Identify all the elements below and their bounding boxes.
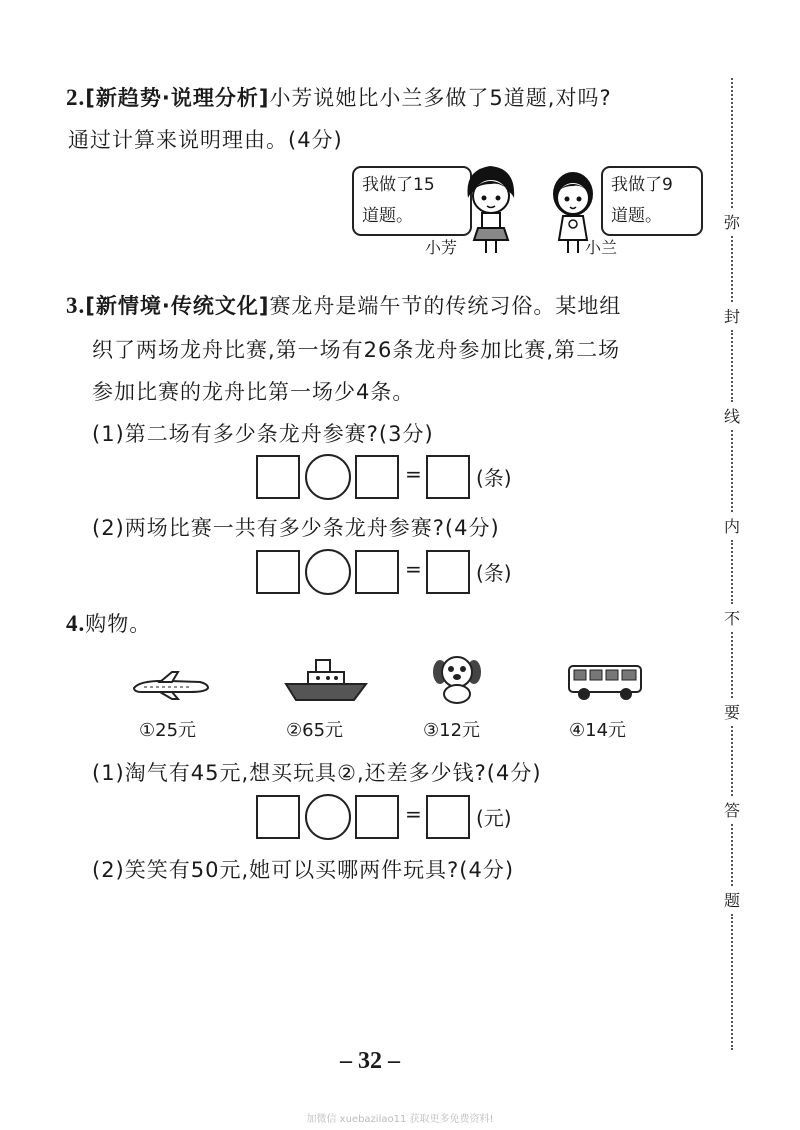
answer-box[interactable] — [256, 455, 300, 499]
speech-bubble-left: 我做了15 道题。 — [352, 166, 472, 236]
q3-number: 3. — [66, 293, 86, 318]
q2-tag: [新趋势·说理分析] — [85, 86, 270, 110]
page-number: – 32 – — [340, 1048, 400, 1074]
operator-circle[interactable] — [305, 454, 351, 500]
q4-line1 — [66, 608, 151, 638]
equals-sign: = — [405, 557, 422, 581]
answer-box[interactable] — [426, 795, 470, 839]
q3-text: 赛龙舟是端午节的传统习俗。某地组 — [269, 294, 622, 318]
speech-bubble-right: 我做了9 道题。 — [601, 166, 703, 236]
toy-price-1: ①25元 — [139, 720, 197, 741]
unit-label: (元) — [476, 806, 512, 830]
q4-number: 4. — [66, 611, 86, 636]
answer-box[interactable] — [355, 455, 399, 499]
q4-text: 购物。 — [85, 612, 152, 636]
airplane-icon — [130, 670, 212, 700]
q3-line2: 织了两场龙舟比赛,第一场有26条龙舟参加比赛,第二场 — [92, 338, 621, 362]
q4-sub2: (2)笑笑有50元,她可以买哪两件玩具?(4分) — [92, 858, 515, 882]
dog-icon — [430, 652, 484, 704]
name-xiaolan: 小兰 — [585, 238, 618, 257]
equals-sign: = — [405, 462, 422, 486]
footer-watermark: 加微信 xuebazilao11 获取更多免费资料! — [306, 1114, 494, 1125]
margin-char: 封 — [723, 307, 740, 326]
toy-price-3: ③12元 — [423, 720, 481, 741]
boat-icon — [282, 654, 370, 704]
bus-icon — [566, 662, 644, 702]
margin-char: 弥 — [723, 213, 740, 232]
answer-box[interactable] — [355, 795, 399, 839]
q3-line3: 参加比赛的龙舟比第一场少4条。 — [92, 380, 415, 404]
equals-sign: = — [405, 802, 422, 826]
q2-line2: 通过计算来说明理由。(4分) — [68, 128, 343, 152]
q2-line1 — [66, 82, 612, 112]
margin-char: 不 — [723, 609, 740, 628]
answer-box[interactable] — [426, 550, 470, 594]
margin-char: 题 — [723, 891, 740, 910]
toy-price-4: ④14元 — [569, 720, 627, 741]
unit-label: (条) — [476, 561, 512, 585]
operator-circle[interactable] — [305, 794, 351, 840]
margin-char: 答 — [723, 801, 740, 820]
answer-box[interactable] — [256, 795, 300, 839]
name-xiaofang: 小芳 — [425, 238, 458, 257]
operator-circle[interactable] — [305, 549, 351, 595]
margin-char: 线 — [723, 407, 740, 426]
toy-price-2: ②65元 — [286, 720, 344, 741]
q3-sub1: (1)第二场有多少条龙舟参赛?(3分) — [92, 422, 434, 446]
girl-xiaofang-icon — [460, 158, 522, 256]
q2-number: 2. — [66, 85, 86, 110]
unit-label: (条) — [476, 466, 512, 490]
margin-char: 内 — [723, 517, 740, 536]
q3-line1 — [66, 290, 621, 320]
answer-box[interactable] — [355, 550, 399, 594]
q3-sub2: (2)两场比赛一共有多少条龙舟参赛?(4分) — [92, 516, 500, 540]
answer-box[interactable] — [426, 455, 470, 499]
q4-sub1: (1)淘气有45元,想买玩具②,还差多少钱?(4分) — [92, 761, 542, 785]
q2-text: 小芳说她比小兰多做了5道题,对吗? — [269, 86, 612, 110]
q3-tag: [新情境·传统文化] — [85, 294, 270, 318]
answer-box[interactable] — [256, 550, 300, 594]
margin-char: 要 — [723, 703, 740, 722]
